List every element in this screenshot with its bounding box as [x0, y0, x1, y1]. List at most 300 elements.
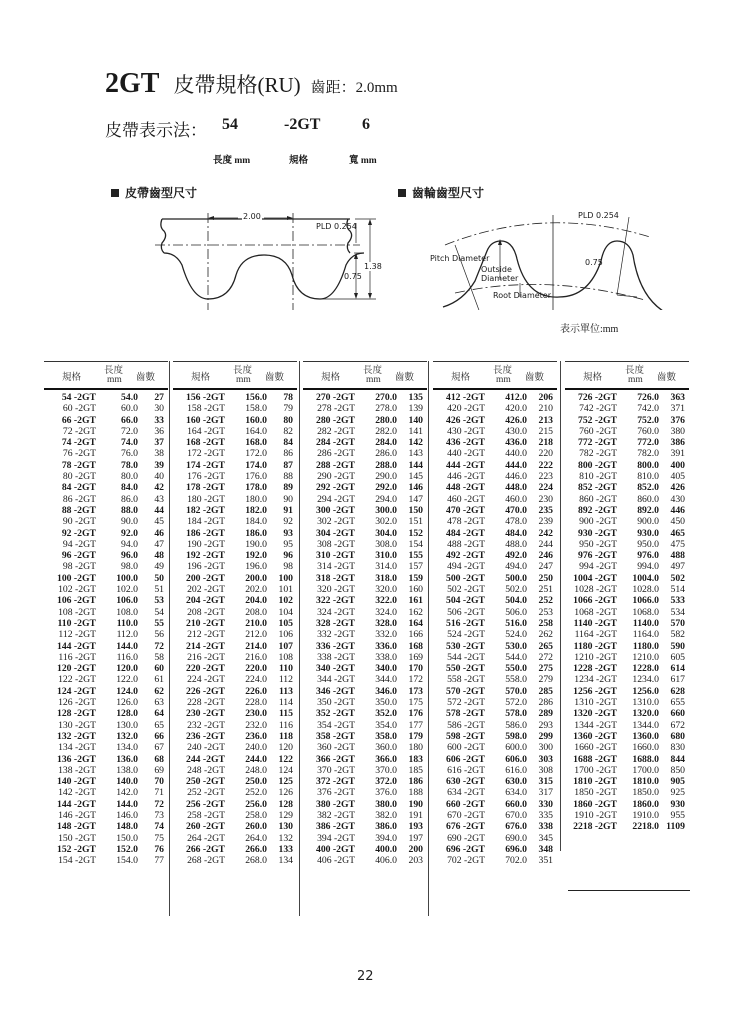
cell-length: 90.0	[121, 516, 138, 528]
cell-spec: 572 -2GT	[447, 697, 485, 709]
cell-length: 460.0	[505, 493, 527, 505]
table-header	[303, 361, 427, 390]
cell-length: 782.0	[637, 448, 659, 460]
cell-length: 182.0	[245, 504, 267, 516]
cell-length: 210.0	[245, 617, 267, 629]
table-row	[565, 561, 689, 572]
table-row	[173, 595, 297, 606]
cell-spec: 282 -2GT	[317, 425, 355, 437]
table-row	[565, 629, 689, 640]
cell-teeth: 108	[278, 651, 293, 663]
cell-teeth: 132	[278, 832, 293, 844]
table-row	[433, 550, 557, 561]
table-row	[433, 754, 557, 765]
cell-length: 676.0	[505, 821, 527, 833]
cell-spec: 60 -2GT	[62, 403, 96, 415]
table-row	[303, 844, 427, 855]
cell-spec: 106 -2GT	[56, 595, 96, 607]
cell-teeth: 105	[278, 617, 293, 629]
cell-teeth: 145	[408, 471, 423, 483]
cell-spec: 586 -2GT	[447, 719, 485, 731]
header-teeth: 齒數	[136, 373, 156, 383]
cell-teeth: 43	[154, 493, 164, 505]
table-row	[433, 494, 557, 505]
cell-spec: 752 -2GT	[577, 414, 617, 426]
cell-teeth: 197	[408, 832, 423, 844]
cell-teeth: 176	[408, 708, 423, 720]
cell-teeth: 147	[408, 493, 423, 505]
cell-teeth: 925	[670, 787, 685, 799]
cell-length: 102.0	[116, 584, 138, 596]
pulley-profile-heading	[398, 184, 484, 201]
cell-spec: 102 -2GT	[58, 584, 96, 596]
cell-teeth: 223	[538, 471, 553, 483]
table-row	[433, 686, 557, 697]
cell-teeth: 104	[278, 606, 293, 618]
cell-length: 156.0	[245, 392, 267, 403]
cell-length: 600.0	[505, 742, 527, 754]
cell-teeth: 252	[538, 595, 553, 607]
cell-teeth: 185	[408, 764, 423, 776]
table-row	[303, 641, 427, 652]
notation-type: -2GT	[284, 116, 321, 133]
cell-length: 742.0	[637, 403, 659, 415]
cell-teeth: 430	[670, 493, 685, 505]
spec-table	[565, 361, 689, 833]
cell-spec: 96 -2GT	[61, 550, 96, 562]
cell-teeth: 89	[283, 482, 293, 494]
cell-length: 186.0	[245, 527, 267, 539]
table-row	[173, 652, 297, 663]
cell-spec: 558 -2GT	[447, 674, 485, 686]
cell-teeth: 446	[670, 504, 685, 516]
cell-teeth: 95	[283, 538, 293, 550]
table-row	[44, 754, 168, 765]
cell-spec: 1688 -2GT	[573, 753, 617, 765]
cell-spec: 302 -2GT	[317, 516, 355, 528]
cell-length: 264.0	[245, 832, 267, 844]
pulley-tooth-height-label: 0.75	[585, 258, 603, 267]
cell-spec: 1700 -2GT	[574, 764, 617, 776]
table-row	[173, 528, 297, 539]
table-row	[44, 674, 168, 685]
table-row	[565, 460, 689, 471]
cell-spec: 406 -2GT	[317, 855, 355, 867]
cell-teeth: 335	[538, 809, 553, 821]
cell-spec: 124 -2GT	[56, 685, 96, 697]
cell-length: 152.0	[116, 843, 138, 855]
cell-spec: 94 -2GT	[62, 538, 96, 550]
cell-spec: 98 -2GT	[62, 561, 96, 573]
cell-length: 224.0	[245, 674, 267, 686]
cell-teeth: 251	[538, 584, 553, 596]
cell-teeth: 90	[283, 493, 293, 505]
cell-teeth: 107	[278, 640, 293, 652]
table-row	[303, 584, 427, 595]
cell-length: 220.0	[245, 663, 267, 675]
table-row	[433, 482, 557, 493]
cell-spec: 150 -2GT	[58, 832, 96, 844]
cell-length: 302.0	[375, 516, 397, 528]
cell-teeth: 78	[283, 392, 293, 403]
pulley-pld-label: PLD 0.254	[578, 211, 619, 220]
table-row	[303, 561, 427, 572]
cell-length: 558.0	[505, 674, 527, 686]
cell-teeth: 61	[154, 674, 164, 686]
cell-spec: 1256 -2GT	[573, 685, 617, 697]
header-spec: 規格	[62, 373, 82, 383]
table-row	[433, 844, 557, 855]
cell-length: 1228.0	[632, 663, 659, 675]
cell-teeth: 100	[278, 572, 293, 584]
cell-length: 502.0	[505, 584, 527, 596]
cell-spec: 136 -2GT	[56, 753, 96, 765]
table-row	[565, 471, 689, 482]
cell-length: 116.0	[116, 651, 138, 663]
cell-spec: 248 -2GT	[187, 764, 225, 776]
cell-teeth: 46	[154, 527, 164, 539]
belt-teeth-profile	[164, 253, 364, 299]
table-row	[565, 550, 689, 561]
cell-teeth: 67	[154, 742, 164, 754]
cell-length: 696.0	[505, 843, 527, 855]
cell-teeth: 40	[154, 471, 164, 483]
cell-spec: 670 -2GT	[447, 809, 485, 821]
cell-spec: 800 -2GT	[577, 459, 617, 471]
cell-teeth: 169	[408, 651, 423, 663]
header-length: 長度	[104, 366, 124, 376]
table-row	[44, 584, 168, 595]
cell-length: 372.0	[375, 776, 397, 788]
cell-spec: 270 -2GT	[315, 392, 355, 403]
cell-spec: 140 -2GT	[56, 776, 96, 788]
cell-length: 634.0	[505, 787, 527, 799]
cell-spec: 1810 -2GT	[573, 776, 617, 788]
cell-length: 144.0	[116, 798, 138, 810]
table-row	[173, 663, 297, 674]
cell-length: 444.0	[505, 459, 527, 471]
table-row	[303, 765, 427, 776]
cell-spec: 1860 -2GT	[573, 798, 617, 810]
table-row	[565, 697, 689, 708]
table-row	[173, 686, 297, 697]
cell-length: 106.0	[116, 595, 138, 607]
table-row	[303, 810, 427, 821]
cell-spec: 1234 -2GT	[574, 674, 617, 686]
cell-length: 260.0	[245, 821, 267, 833]
cell-teeth: 133	[278, 843, 293, 855]
cell-teeth: 215	[538, 425, 553, 437]
cell-length: 282.0	[375, 425, 397, 437]
table-row	[173, 776, 297, 787]
cell-spec: 292 -2GT	[315, 482, 355, 494]
cell-length: 158.0	[245, 403, 267, 415]
cell-spec: 760 -2GT	[579, 425, 617, 437]
cell-length: 88.0	[121, 504, 138, 516]
cell-length: 318.0	[375, 572, 397, 584]
cell-length: 202.0	[245, 584, 267, 596]
cell-spec: 660 -2GT	[445, 798, 485, 810]
cell-spec: 412 -2GT	[445, 392, 485, 403]
table-row	[303, 448, 427, 459]
cell-spec: 900 -2GT	[579, 516, 617, 528]
pitch-label: 齒距：2.0mm	[310, 80, 398, 96]
cell-spec: 72 -2GT	[62, 425, 96, 437]
cell-teeth: 50	[154, 572, 164, 584]
cell-length: 660.0	[505, 798, 527, 810]
cell-spec: 152 -2GT	[56, 843, 96, 855]
table-row	[433, 742, 557, 753]
cell-length: 72.0	[121, 425, 138, 437]
table-row	[303, 754, 427, 765]
cell-spec: 1660 -2GT	[574, 742, 617, 754]
cell-teeth: 157	[408, 561, 423, 573]
table-row	[44, 561, 168, 572]
cell-teeth: 129	[278, 809, 293, 821]
cell-spec: 810 -2GT	[579, 471, 617, 483]
cell-length: 314.0	[375, 561, 397, 573]
cell-teeth: 86	[283, 448, 293, 460]
cell-teeth: 239	[538, 516, 553, 528]
table-row	[565, 641, 689, 652]
cell-spec: 344 -2GT	[317, 674, 355, 686]
cell-teeth: 605	[670, 651, 685, 663]
table-row	[565, 403, 689, 414]
table-row	[44, 776, 168, 787]
table-row	[303, 686, 427, 697]
table-row	[303, 595, 427, 606]
width-caption: 寬 mm	[349, 156, 377, 166]
table-row	[44, 607, 168, 618]
table-row	[303, 426, 427, 437]
cell-teeth: 246	[538, 550, 553, 562]
cell-spec: 484 -2GT	[445, 527, 485, 539]
cell-length: 446.0	[505, 471, 527, 483]
cell-length: 174.0	[245, 459, 267, 471]
page-number: 22	[357, 969, 374, 984]
table-row	[565, 494, 689, 505]
cell-spec: 100 -2GT	[56, 572, 96, 584]
cell-teeth: 488	[670, 550, 685, 562]
cell-spec: 994 -2GT	[579, 561, 617, 573]
cell-spec: 2218 -2GT	[573, 821, 617, 833]
cell-spec: 142 -2GT	[58, 787, 96, 799]
cell-spec: 1310 -2GT	[574, 697, 617, 709]
cell-teeth: 69	[154, 764, 164, 776]
cell-spec: 1320 -2GT	[573, 708, 617, 720]
cell-length: 386.0	[375, 821, 397, 833]
table-row	[303, 392, 427, 403]
table-row	[565, 482, 689, 493]
table-row	[303, 629, 427, 640]
cell-spec: 146 -2GT	[58, 809, 96, 821]
cell-spec: 630 -2GT	[445, 776, 485, 788]
table-row	[565, 765, 689, 776]
cell-length: 310.0	[375, 550, 397, 562]
cell-length: 228.0	[245, 697, 267, 709]
table-row	[565, 674, 689, 685]
header-length-unit: mm	[366, 375, 381, 385]
cell-spec: 290 -2GT	[317, 471, 355, 483]
cell-length: 994.0	[637, 561, 659, 573]
cell-teeth: 844	[670, 753, 685, 765]
cell-spec: 328 -2GT	[315, 617, 355, 629]
cell-spec: 690 -2GT	[447, 832, 485, 844]
cell-length: 120.0	[116, 663, 138, 675]
cell-teeth: 92	[283, 516, 293, 528]
table-header	[433, 361, 557, 390]
cell-spec: 288 -2GT	[315, 459, 355, 471]
cell-length: 690.0	[505, 832, 527, 844]
table-row	[44, 641, 168, 652]
cell-teeth: 262	[538, 629, 553, 641]
cell-length: 544.0	[505, 651, 527, 663]
cell-spec: 74 -2GT	[61, 437, 96, 449]
cell-teeth: 400	[670, 459, 685, 471]
cell-length: 98.0	[121, 561, 138, 573]
cell-length: 572.0	[505, 697, 527, 709]
table-end-rule	[568, 890, 690, 891]
table-row	[565, 426, 689, 437]
table-row	[565, 448, 689, 459]
table-row	[433, 799, 557, 810]
cell-length: 66.0	[121, 414, 138, 426]
cell-length: 290.0	[375, 471, 397, 483]
cell-length: 200.0	[245, 572, 267, 584]
cell-length: 1234.0	[632, 674, 659, 686]
table-row	[173, 821, 297, 832]
cell-teeth: 135	[408, 392, 423, 403]
table-row	[173, 437, 297, 448]
table-row	[44, 550, 168, 561]
cell-spec: 892 -2GT	[577, 504, 617, 516]
cell-teeth: 60	[154, 663, 164, 675]
cell-spec: 108 -2GT	[58, 606, 96, 618]
cell-teeth: 179	[408, 730, 423, 742]
cell-spec: 308 -2GT	[317, 538, 355, 550]
cell-length: 78.0	[121, 459, 138, 471]
table-row	[565, 776, 689, 787]
cell-teeth: 66	[154, 730, 164, 742]
table-row	[44, 539, 168, 550]
cell-length: 212.0	[245, 629, 267, 641]
cell-spec: 230 -2GT	[185, 708, 225, 720]
cell-spec: 430 -2GT	[447, 425, 485, 437]
table-row	[303, 652, 427, 663]
cell-spec: 550 -2GT	[445, 663, 485, 675]
cell-spec: 1004 -2GT	[573, 572, 617, 584]
cell-teeth: 582	[670, 629, 685, 641]
cell-length: 1850.0	[632, 787, 659, 799]
cell-teeth: 68	[154, 753, 164, 765]
cell-length: 436.0	[505, 437, 527, 449]
cell-spec: 122 -2GT	[58, 674, 96, 686]
cell-spec: 1180 -2GT	[573, 640, 617, 652]
cell-spec: 524 -2GT	[447, 629, 485, 641]
cell-spec: 446 -2GT	[447, 471, 485, 483]
table-row	[303, 855, 427, 866]
cell-spec: 310 -2GT	[315, 550, 355, 562]
cell-length: 504.0	[505, 595, 527, 607]
cell-teeth: 200	[408, 843, 423, 855]
header-length-unit: mm	[236, 375, 251, 385]
cell-teeth: 614	[670, 663, 685, 675]
cell-length: 176.0	[245, 471, 267, 483]
cell-spec: 782 -2GT	[579, 448, 617, 460]
cell-teeth: 160	[408, 584, 423, 596]
cell-length: 578.0	[505, 708, 527, 720]
cell-length: 470.0	[505, 504, 527, 516]
cell-spec: 544 -2GT	[447, 651, 485, 663]
cell-teeth: 222	[538, 459, 553, 471]
cell-length: 124.0	[116, 685, 138, 697]
cell-spec: 190 -2GT	[187, 538, 225, 550]
cell-length: 168.0	[245, 437, 267, 449]
table-row	[173, 855, 297, 866]
root-diameter-label: Root Diameter	[493, 291, 552, 300]
cell-spec: 460 -2GT	[447, 493, 485, 505]
cell-teeth: 48	[154, 550, 164, 562]
cell-length: 616.0	[505, 764, 527, 776]
cell-spec: 506 -2GT	[447, 606, 485, 618]
cell-spec: 284 -2GT	[315, 437, 355, 449]
cell-teeth: 172	[408, 674, 423, 686]
cell-spec: 84 -2GT	[61, 482, 96, 494]
cell-teeth: 77	[154, 855, 164, 867]
cell-spec: 80 -2GT	[62, 471, 96, 483]
header-length-unit: mm	[628, 375, 643, 385]
cell-teeth: 120	[278, 742, 293, 754]
cell-length: 376.0	[375, 787, 397, 799]
table-row	[44, 799, 168, 810]
cell-spec: 54 -2GT	[61, 392, 96, 403]
outside-diameter-label-2: Diameter	[481, 274, 519, 283]
cell-length: 60.0	[121, 403, 138, 415]
table-row	[433, 415, 557, 426]
cell-spec: 420 -2GT	[447, 403, 485, 415]
square-bullet-icon	[111, 189, 119, 197]
table-header	[173, 361, 297, 390]
cell-teeth: 70	[154, 776, 164, 788]
cell-spec: 138 -2GT	[58, 764, 96, 776]
table-row	[433, 652, 557, 663]
cell-teeth: 380	[670, 425, 685, 437]
cell-length: 134.0	[116, 742, 138, 754]
cell-spec: 180 -2GT	[187, 493, 225, 505]
length-caption: 長度 mm	[213, 156, 251, 166]
cell-length: 112.0	[116, 629, 138, 641]
cell-length: 352.0	[375, 708, 397, 720]
cell-teeth: 44	[154, 504, 164, 516]
table-row	[44, 833, 168, 844]
cell-teeth: 170	[408, 663, 423, 675]
belt-notation	[105, 116, 207, 141]
cell-teeth: 47	[154, 538, 164, 550]
cell-teeth: 850	[670, 764, 685, 776]
cell-teeth: 628	[670, 685, 685, 697]
table-row	[173, 708, 297, 719]
cell-length: 1180.0	[632, 640, 659, 652]
cell-spec: 676 -2GT	[445, 821, 485, 833]
cell-teeth: 64	[154, 708, 164, 720]
cell-teeth: 186	[408, 776, 423, 788]
cell-spec: 88 -2GT	[61, 504, 96, 516]
column-divider	[299, 361, 300, 916]
cell-spec: 226 -2GT	[185, 685, 225, 697]
cell-length: 92.0	[121, 527, 138, 539]
cell-teeth: 37	[154, 437, 164, 449]
cell-teeth: 116	[278, 719, 293, 731]
